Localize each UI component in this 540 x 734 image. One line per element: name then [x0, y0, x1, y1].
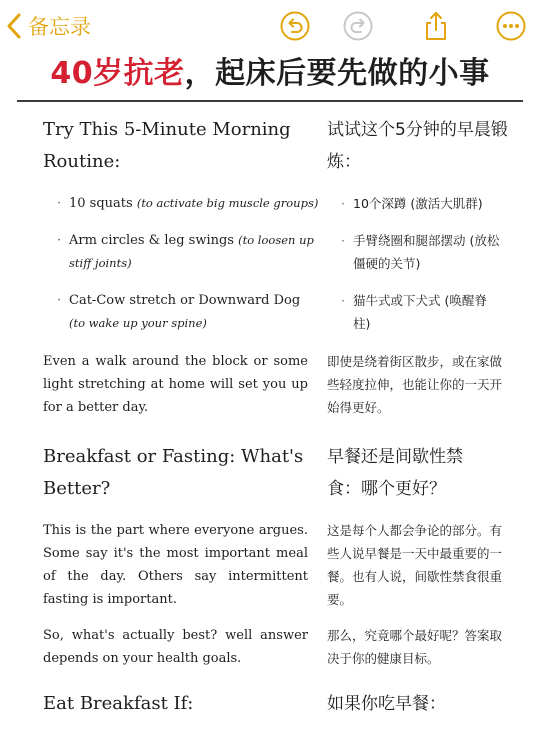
en-bullet-2-note: (to loosen up stiff joints) [69, 233, 314, 270]
en-heading-breakfast: Breakfast or Fasting: What's Better? [43, 446, 304, 499]
en-bullet-3-text: Cat-Cow stretch or Downward Dog [69, 293, 301, 308]
en-bullet-1: · 10 squats (to activate big muscle groups) [57, 196, 319, 211]
zh-heading-breakfast: 早餐还是间歇性禁食：哪个更好？ [327, 447, 463, 499]
more-icon[interactable] [495, 10, 527, 42]
en-bullet-1-text: 10 squats [69, 196, 133, 211]
zh-heading-eat-breakfast: 如果你吃早餐： [327, 694, 446, 714]
zh-paragraph-best: 那么，究竟哪个最好呢？答案取决于你的健康目标。 [327, 628, 503, 666]
en-bullet-3: · Cat-Cow stretch or Downward Dog (to wake up your spine) [57, 293, 301, 330]
redo-icon[interactable] [342, 10, 374, 42]
title-divider [17, 100, 523, 102]
zh-bullet-1: · 10个深蹲 (激活大肌群) [341, 196, 483, 211]
zh-bullet-2: · 手臂绕圈和腿部摆动 (放松僵硬的关节) [341, 233, 500, 271]
top-toolbar [0, 0, 540, 52]
en-paragraph-best: So, what's actually best? well answer depends on your health goals. [43, 628, 308, 666]
en-bullet-2: · Arm circles & leg swings (to loosen up stiff joints) [57, 233, 314, 270]
back-button[interactable] [6, 10, 91, 42]
title-highlight: 40岁抗老 [50, 56, 185, 91]
share-icon[interactable] [420, 10, 452, 42]
zh-bullet-3-text: 猫牛式或下犬式 (唤醒脊柱) [353, 293, 487, 331]
back-label: 备忘录 [28, 15, 91, 39]
en-bullet-1-note: (to activate big muscle groups) [136, 196, 319, 210]
en-heading-routine: Try This 5-Minute Morning Routine: [43, 119, 291, 172]
en-bullet-3-note: (to wake up your spine) [69, 316, 207, 330]
zh-bullet-2-text: 手臂绕圈和腿部摆动 (放松僵硬的关节) [353, 233, 500, 271]
undo-icon[interactable] [279, 10, 311, 42]
zh-bullet-3: · 猫牛式或下犬式 (唤醒脊柱) [341, 293, 487, 331]
zh-bullet-1-text: 10个深蹲 (激活大肌群) [353, 196, 483, 211]
zh-paragraph-walk: 即使是绕着街区散步，或在家做些轻度拉伸，也能让你的一天开始得更好。 [327, 354, 503, 415]
zh-paragraph-argue: 这是每个人都会争论的部分。有些人说早餐是一天中最重要的一餐。也有人说，间歇性禁食很重要。 [327, 523, 503, 607]
en-heading-eat-breakfast: Eat Breakfast If: [43, 693, 194, 714]
zh-heading-routine: 试试这个5分钟的早晨锻炼： [327, 120, 508, 172]
en-paragraph-argue: This is the part where everyone argues. Some say it's the most important meal of the day. Others say intermittent fasting is important. [43, 523, 308, 607]
page-title [0, 54, 540, 94]
en-paragraph-walk: Even a walk around the block or some light stretching at home will set you up for a better day. [43, 354, 308, 415]
chevron-left-icon [6, 13, 22, 39]
title-rest: ，起床后要先做的小事 [184, 56, 490, 91]
en-bullet-2-text: Arm circles & leg swings [69, 233, 234, 248]
